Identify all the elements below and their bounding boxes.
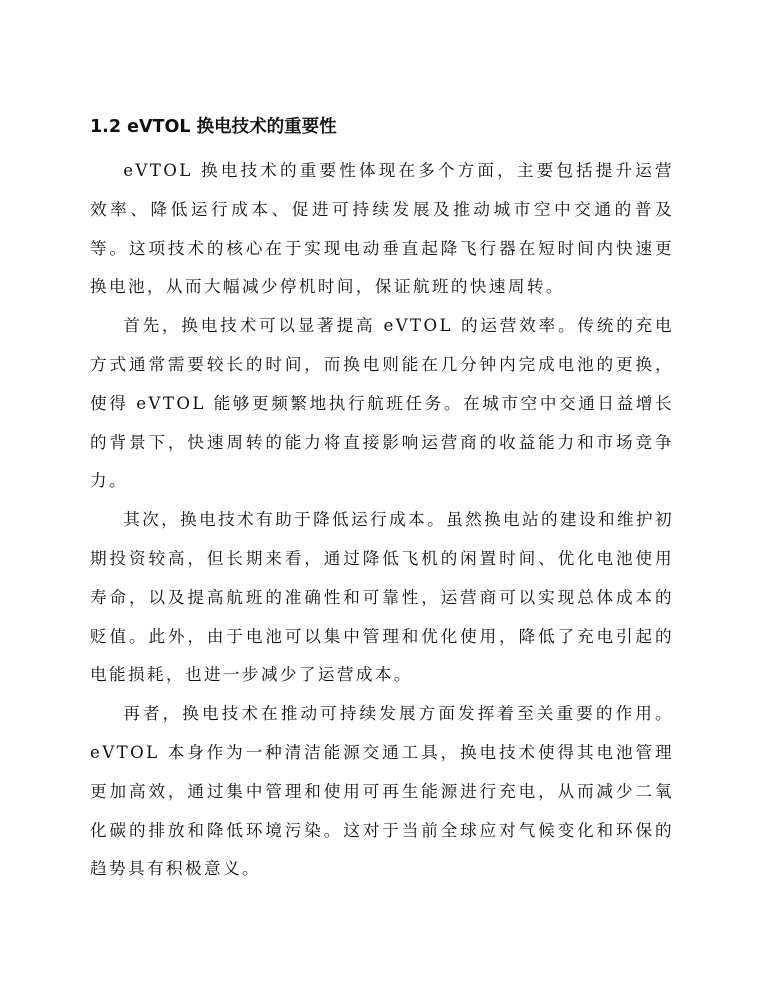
paragraph-cost: 其次，换电技术有助于降低运行成本。虽然换电站的建设和维护初期投资较高，但长期来看，通过降低飞机的闲置时间、优化电池使用寿命，以及提高航班的准确性和可靠性，运营商可以实现总体成本的贬值。此外，由于电池可以集中管理和优化使用，降低了充电引起的电能损耗，也进一步减少了运营成本。 (90, 510, 675, 685)
section-heading: 1.2 eVTOL 换电技术的重要性 (90, 117, 337, 137)
section-body (90, 152, 674, 889)
paragraph-intro: eVTOL 换电技术的重要性体现在多个方面，主要包括提升运营效率、降低运行成本、促进可持续发展及推动城市空中交通的普及等。这项技术的核心在于实现电动垂直起降飞行器在短时间内快速更换电池，从而大幅减少停机时间，保证航班的快速周转。 (90, 161, 674, 297)
paragraph-sustainability: 再者，换电技术在推动可持续发展方面发挥着至关重要的作用。eVTOL 本身作为一种清洁能源交通工具，换电技术使得其电池管理更加高效，通过集中管理和使用可再生能源进行充电，从而减少二氧化碳的排放和降低环境污染。这对于当前全球应对气候变化和环保的趋势具有积极意义。 (90, 704, 674, 879)
paragraph-efficiency: 首先，换电技术可以显著提高 eVTOL 的运营效率。传统的充电方式通常需要较长的时间，而换电则能在几分钟内完成电池的更换，使得 eVTOL 能够更频繁地执行航班任务。在城市空中交通日益增长的背景下，快速周转的能力将直接影响运营商的收益能力和市场竞争力。 (90, 316, 674, 491)
